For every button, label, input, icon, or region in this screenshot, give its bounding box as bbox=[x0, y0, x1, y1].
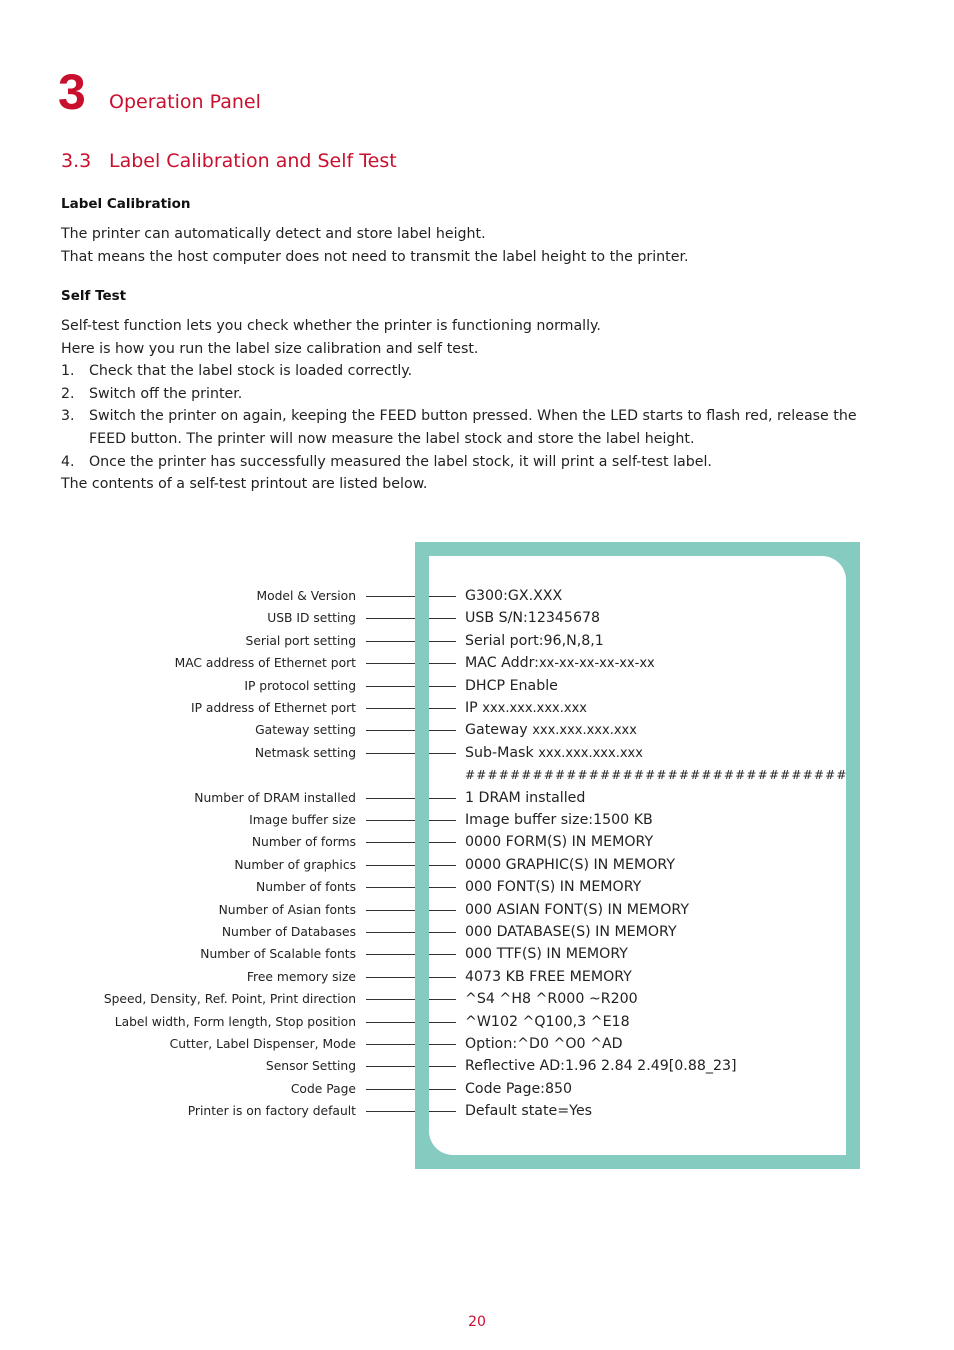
printout-row bbox=[0, 697, 954, 719]
printout-field-value bbox=[465, 923, 677, 941]
printout-value-text: ^S4 ^H8 ^R000 ~R200 bbox=[465, 991, 638, 1008]
printout-row bbox=[0, 831, 954, 853]
printout-row bbox=[0, 876, 954, 898]
printout-value-text: 000 FONT(S) IN MEMORY bbox=[465, 879, 642, 896]
printout-row bbox=[0, 764, 954, 786]
printout-row bbox=[0, 585, 954, 607]
printout-field-value bbox=[465, 744, 643, 763]
printout-value-text: IP bbox=[465, 700, 483, 716]
printout-row bbox=[0, 809, 954, 831]
printout-field-value bbox=[465, 699, 587, 718]
leader-line bbox=[366, 798, 456, 799]
leader-line bbox=[366, 1089, 456, 1090]
printout-row bbox=[0, 719, 954, 741]
panel-tab bbox=[415, 1058, 429, 1076]
section-title-text: Label Calibration and Self Test bbox=[109, 150, 397, 172]
printout-field-label: Speed, Density, Ref. Point, Print direction bbox=[103, 992, 356, 1007]
printout-field-value bbox=[465, 878, 641, 896]
printout-field-value bbox=[465, 677, 558, 695]
paragraph-line: Here is how you run the label size calibration and self test. bbox=[61, 340, 479, 357]
printout-row bbox=[0, 943, 954, 965]
printout-field-value bbox=[465, 609, 600, 627]
printout-field-value bbox=[465, 901, 689, 919]
panel-tab bbox=[415, 678, 429, 696]
printout-field-label: IP protocol setting bbox=[244, 678, 356, 693]
printout-field-label: Label width, Form length, Stop position bbox=[114, 1014, 356, 1029]
leader-line bbox=[366, 1022, 456, 1023]
printout-value-placeholder: xx-xx-xx-xx-xx-xx bbox=[538, 656, 655, 672]
printout-value-text: 1 DRAM installed bbox=[465, 789, 586, 806]
printout-value-text: 000 DATABASE(S) IN MEMORY bbox=[465, 924, 677, 940]
printout-field-label: USB ID setting bbox=[267, 611, 356, 626]
leader-line bbox=[366, 910, 456, 911]
printout-field-value bbox=[465, 654, 655, 673]
printout-value-text: 000 TTF(S) IN MEMORY bbox=[465, 946, 628, 963]
printout-row bbox=[0, 630, 954, 652]
list-text: Once the printer has successfully measured the label stock, it will print a self-test label. bbox=[89, 453, 712, 470]
printout-value-text: USB S/N:12345678 bbox=[465, 610, 601, 627]
printout-field-label: Model & Version bbox=[256, 589, 356, 603]
printout-field-value bbox=[465, 833, 653, 851]
leader-line bbox=[366, 686, 456, 687]
printout-field-label: Code Page bbox=[290, 1081, 356, 1096]
printout-field-value bbox=[465, 1080, 572, 1098]
leader-line bbox=[366, 730, 456, 731]
panel-tab bbox=[415, 700, 429, 718]
printout-value-text: DHCP Enable bbox=[465, 677, 558, 694]
leader-line bbox=[366, 1044, 456, 1045]
label-calibration-heading: Label Calibration bbox=[61, 196, 191, 212]
printout-field-label: Number of Databases bbox=[221, 925, 356, 939]
printout-field-value bbox=[465, 587, 562, 605]
list-text: Check that the label stock is loaded correctly. bbox=[89, 363, 413, 380]
self-test-heading: Self Test bbox=[61, 288, 127, 304]
list-text: Switch the printer on again, keeping the FEED button pressed. When the LED starts to flash red, release the FEED button. The printer will now measure the label stock and store the label height. bbox=[89, 408, 857, 447]
printout-field-label: IP address of Ethernet port bbox=[190, 701, 356, 715]
printout-row bbox=[0, 1033, 954, 1055]
printout-value-text: 000 ASIAN FONT(S) IN MEMORY bbox=[465, 901, 690, 918]
panel-tab bbox=[415, 610, 429, 628]
printout-row bbox=[0, 899, 954, 921]
printout-field-label: Number of graphics bbox=[234, 857, 356, 872]
printout-value-text: 0000 GRAPHIC(S) IN MEMORY bbox=[465, 856, 676, 873]
printout-field-label: Netmask setting bbox=[254, 745, 356, 760]
printout-field-value bbox=[465, 1035, 623, 1053]
printout-row bbox=[0, 854, 954, 876]
leader-line bbox=[366, 954, 456, 955]
panel-tab bbox=[415, 969, 429, 987]
printout-row bbox=[0, 652, 954, 674]
printout-value-placeholder: xxx.xxx.xxx.xxx bbox=[482, 701, 587, 716]
printout-value-text: Sub-Mask bbox=[465, 744, 539, 761]
panel-tab bbox=[415, 857, 429, 875]
list-text: Switch off the printer. bbox=[89, 385, 243, 402]
printout-value-text: 0000 FORM(S) IN MEMORY bbox=[465, 834, 654, 851]
panel-tab bbox=[415, 655, 429, 673]
panel-tab bbox=[415, 991, 429, 1009]
printout-value-text: ^W102 ^Q100,3 ^E18 bbox=[465, 1013, 630, 1030]
printout-field-label: MAC address of Ethernet port bbox=[174, 656, 356, 671]
printout-value-text: ################################## bbox=[465, 768, 848, 783]
panel-tab bbox=[415, 1036, 429, 1054]
leader-line bbox=[366, 1111, 456, 1112]
printout-row bbox=[0, 921, 954, 943]
panel-tab bbox=[415, 588, 429, 606]
printout-field-value bbox=[465, 789, 585, 807]
printout-field-label: Number of Asian fonts bbox=[218, 902, 356, 917]
printout-row bbox=[0, 1078, 954, 1100]
paragraph-line: The printer can automatically detect and store label height. bbox=[61, 226, 486, 242]
leader-line bbox=[366, 663, 456, 664]
paragraph-line: Self-test function lets you check whether the printer is functioning normally. bbox=[61, 318, 601, 334]
printout-field-value bbox=[465, 968, 632, 986]
paragraph-line: The contents of a self-test printout are listed below. bbox=[61, 476, 428, 493]
leader-line bbox=[366, 932, 456, 933]
leader-line bbox=[366, 865, 456, 866]
list-number: 1. bbox=[61, 363, 75, 380]
printout-value-text: 4073 KB FREE MEMORY bbox=[465, 968, 632, 985]
printout-field-value bbox=[465, 766, 848, 784]
printout-value-text: Serial port:96,N,8,1 bbox=[465, 632, 604, 649]
leader-line bbox=[366, 618, 456, 619]
printout-field-label: Free memory size bbox=[246, 969, 356, 984]
leader-line bbox=[366, 999, 456, 1000]
chapter-title: Operation Panel bbox=[109, 91, 261, 113]
panel-tab bbox=[415, 946, 429, 964]
leader-line bbox=[366, 753, 456, 754]
printout-field-value bbox=[465, 811, 653, 829]
section-number: 3.3 bbox=[61, 150, 92, 172]
printout-row bbox=[0, 1011, 954, 1033]
leader-line bbox=[366, 842, 456, 843]
printout-row bbox=[0, 966, 954, 988]
printout-field-label: Sensor Setting bbox=[265, 1059, 356, 1074]
printout-value-text: Reflective AD:1.96 2.84 2.49[0.88_23] bbox=[465, 1058, 737, 1075]
printout-field-value bbox=[465, 990, 638, 1008]
printout-field-label: Image buffer size bbox=[249, 813, 356, 827]
printout-field-value bbox=[465, 1057, 737, 1075]
printout-field-value bbox=[465, 721, 637, 740]
printout-value-text: MAC Addr: bbox=[465, 655, 539, 672]
printout-row bbox=[0, 742, 954, 764]
panel-tab bbox=[415, 790, 429, 808]
printout-field-value bbox=[465, 945, 628, 963]
leader-line bbox=[366, 596, 456, 597]
leader-line bbox=[366, 887, 456, 888]
printout-field-value bbox=[465, 1013, 630, 1031]
panel-tab bbox=[415, 722, 429, 740]
printout-field-label: Number of forms bbox=[251, 835, 356, 850]
panel-tab bbox=[415, 902, 429, 920]
printout-field-value bbox=[465, 632, 604, 650]
list-number: 2. bbox=[61, 385, 75, 402]
printout-value-text: Image buffer size:1500 KB bbox=[465, 812, 653, 828]
panel-tab bbox=[415, 924, 429, 942]
printout-value-text: Option:^D0 ^O0 ^AD bbox=[465, 1036, 623, 1052]
printout-value-text: Default state=Yes bbox=[465, 1103, 593, 1120]
printout-row bbox=[0, 675, 954, 697]
paragraph-line: That means the host computer does not need to transmit the label height to the printer. bbox=[61, 248, 689, 265]
printout-row bbox=[0, 607, 954, 629]
leader-line bbox=[366, 820, 456, 821]
panel-tab bbox=[415, 1103, 429, 1121]
printout-field-label: Number of DRAM installed bbox=[194, 790, 356, 805]
printout-field-label: Number of fonts bbox=[256, 880, 356, 895]
printout-row bbox=[0, 787, 954, 809]
printout-row bbox=[0, 1100, 954, 1122]
printout-value-text: Code Page:850 bbox=[465, 1080, 573, 1097]
list-number: 4. bbox=[61, 453, 75, 470]
leader-line bbox=[366, 1066, 456, 1067]
page-number: 20 bbox=[468, 1314, 486, 1330]
leader-line bbox=[366, 641, 456, 642]
printout-value-placeholder: xxx.xxx.xxx.xxx bbox=[532, 723, 637, 739]
panel-tab bbox=[415, 879, 429, 897]
chapter-number: 3 bbox=[58, 64, 86, 120]
list-number: 3. bbox=[61, 408, 75, 425]
printout-field-label: Gateway setting bbox=[255, 723, 356, 738]
panel-tab bbox=[415, 1081, 429, 1099]
panel-tab bbox=[415, 1014, 429, 1032]
panel-tab bbox=[415, 834, 429, 852]
leader-line bbox=[366, 977, 456, 978]
printout-field-value bbox=[465, 1102, 592, 1120]
printout-row bbox=[0, 988, 954, 1010]
panel-tab bbox=[415, 812, 429, 830]
printout-field-label: Printer is on factory default bbox=[187, 1104, 356, 1119]
printout-value-placeholder: xxx.xxx.xxx.xxx bbox=[538, 745, 643, 761]
printout-value-text: Gateway bbox=[465, 722, 533, 739]
panel-tab bbox=[415, 633, 429, 651]
printout-row bbox=[0, 1055, 954, 1077]
leader-line bbox=[366, 708, 456, 709]
printout-field-label: Cutter, Label Dispenser, Mode bbox=[169, 1037, 356, 1051]
printout-field-label: Serial port setting bbox=[245, 633, 356, 648]
panel-tab bbox=[415, 745, 429, 763]
printout-field-value bbox=[465, 856, 675, 874]
printout-value-text: G300:GX.XXX bbox=[465, 588, 563, 604]
printout-field-label: Number of Scalable fonts bbox=[200, 947, 356, 962]
